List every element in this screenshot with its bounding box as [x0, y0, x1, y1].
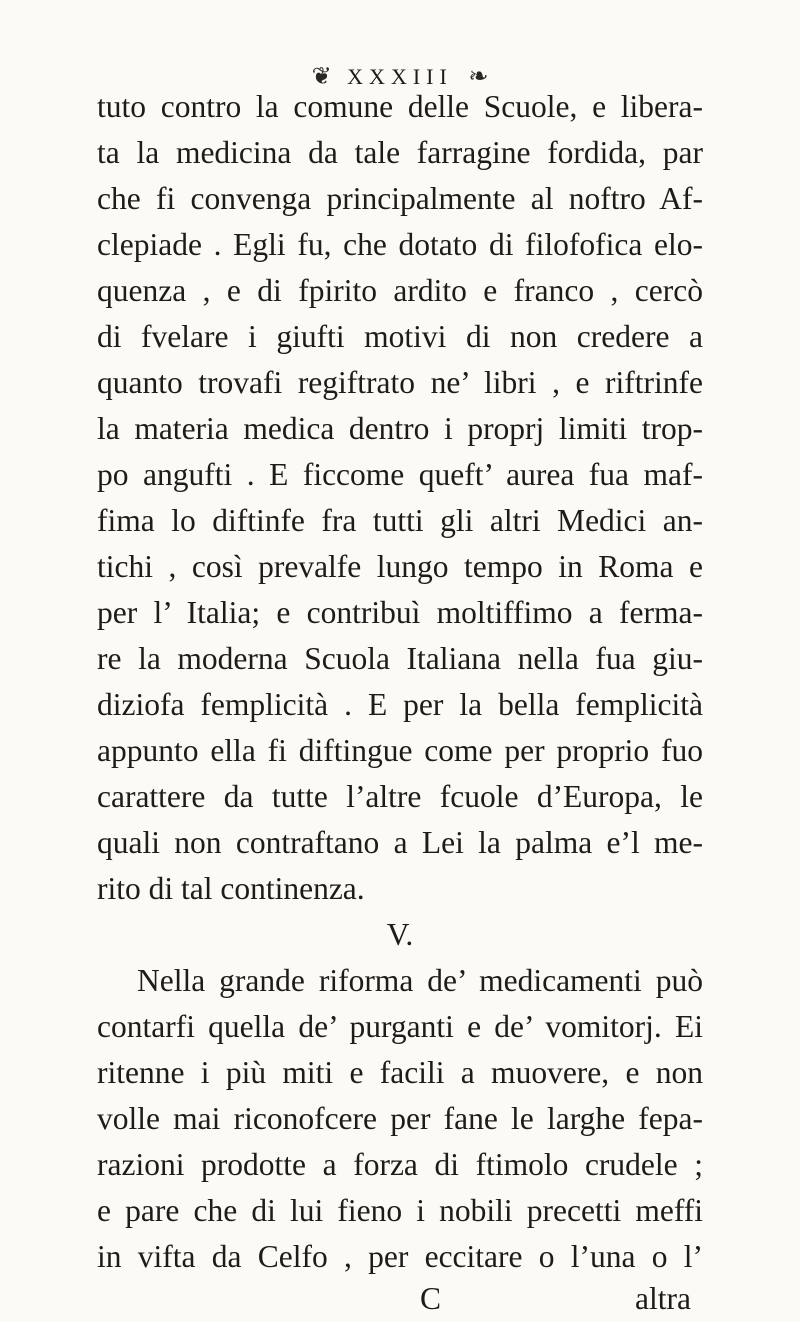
signature-mark: C [420, 1281, 442, 1316]
text-line: fima lo diftinfe fra tutti gli altri Medici an- [97, 503, 703, 538]
text-line: carattere da tutte l’altre fcuole d’Europa, le [97, 779, 703, 814]
text-line: Nella grande riforma de’ medicamenti può [137, 963, 703, 998]
fleuron-left-icon: ❦ [311, 63, 332, 90]
text-line: razioni prodotte a forza di ftimolo crudele ; [97, 1147, 703, 1182]
text-line: di fvelare i giufti motivi di non credere a [97, 319, 703, 354]
page-number: XXXIII [347, 63, 453, 89]
text-line: appunto ella fi diftingue come per proprio fuo [97, 733, 703, 768]
text-line: contarfi quella de’ purganti e de’ vomitorj. Ei [97, 1009, 703, 1044]
text-line: la materia medica dentro i proprj limiti trop- [97, 411, 703, 446]
text-line: in vifta da Celfo , per eccitare o l’una o l’ [97, 1239, 703, 1274]
text-line: quenza , e di fpirito ardito e franco , cercò [97, 273, 703, 308]
text-line: ta la medicina da tale farragine fordida, par [97, 135, 703, 170]
text-line: ritenne i più miti e facili a muovere, e non [97, 1055, 703, 1090]
section-number: V. [386, 917, 414, 952]
text-line: che fi convenga principalmente al noftro Af- [97, 181, 703, 216]
page-footer [97, 1276, 703, 1322]
text-line: tichi , così prevalfe lungo tempo in Roma e [97, 549, 703, 584]
text-line: clepiade . Egli fu, che dotato di filofofica elo- [97, 227, 703, 262]
text-line: quali non contraftano a Lei la palma e’l me- [97, 825, 703, 860]
fleuron-right-icon: ❧ [468, 63, 489, 90]
text-line: per l’ Italia; e contribuì moltiffimo a ferma- [97, 595, 703, 630]
catchword: altra [635, 1281, 691, 1316]
text-line: rito di tal continenza. [97, 871, 365, 906]
text-line: tuto contro la comune delle Scuole, e libera- [97, 89, 703, 124]
text-line: re la moderna Scuola Italiana nella fua giu- [97, 641, 703, 676]
text-line: quanto trovafi regiftrato ne’ libri , e riftrinfe [97, 365, 703, 400]
text-line: volle mai riconofcere per fane le larghe fepa- [97, 1101, 703, 1136]
text-line: po angufti . E ficcome queft’ aurea fua maf- [97, 457, 703, 492]
text-line: e pare che di lui fieno i nobili precetti meffi [97, 1193, 703, 1228]
text-line: diziofa femplicità . E per la bella femplicità [97, 687, 703, 722]
